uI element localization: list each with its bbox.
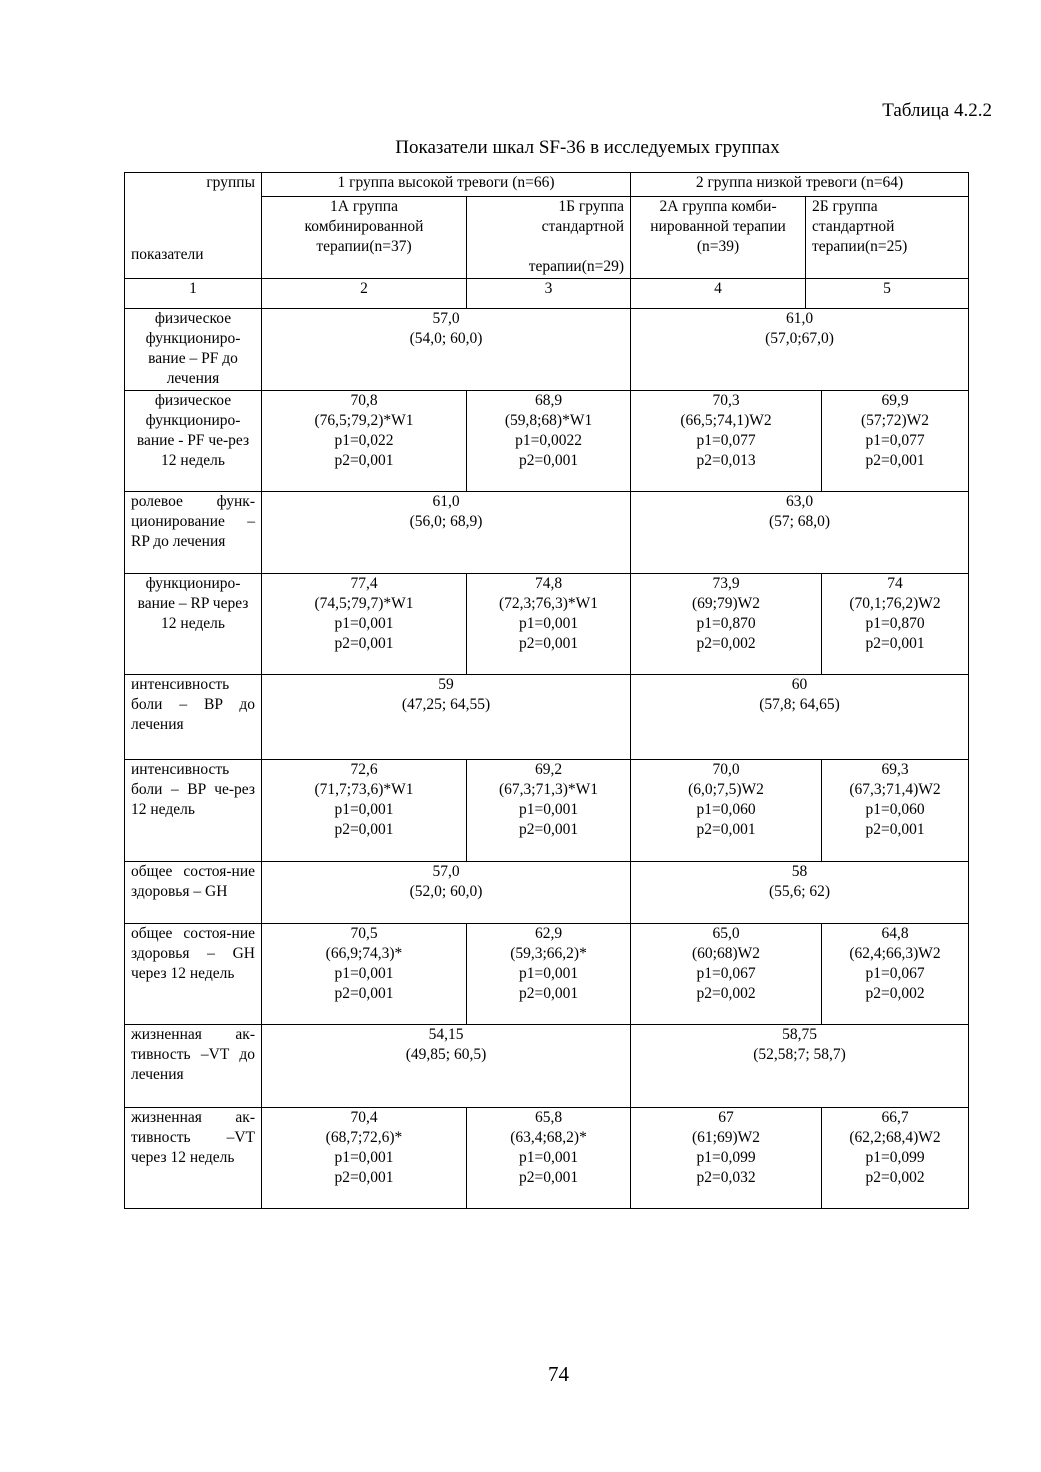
cell-1a: 72,6 (71,7;73,6)*W1 p1=0,001 p2=0,001 xyxy=(262,760,467,862)
header-subgroup-1b: 1Б группа стандартной терапии(n=29) xyxy=(467,197,631,279)
row-label: общее состоя-ние здоровья – GH через 12 недель xyxy=(125,924,262,1025)
cell-1a: 70,5 (66,9;74,3)* p1=0,001 p2=0,001 xyxy=(262,924,467,1025)
header-subgroup-2a: 2А группа комби- нированной терапии (n=39) xyxy=(631,197,806,279)
header-corner-cell xyxy=(125,173,262,279)
cell-2a: 73,9 (69;79)W2 p1=0,870 p2=0,002 xyxy=(631,574,822,675)
table-row xyxy=(125,574,969,675)
header-metrics-label: показатели xyxy=(131,246,204,263)
column-number: 4 xyxy=(631,279,806,309)
group2-value: 58,75 (52,58;7; 58,7) xyxy=(631,1025,969,1108)
cell-1b: 68,9 (59,8;68)*W1 p1=0,0022 p2=0,001 xyxy=(467,391,631,492)
cell-2b: 74 (70,1;76,2)W2 p1=0,870 p2=0,001 xyxy=(822,574,969,675)
group1-value: 57,0 (52,0; 60,0) xyxy=(262,862,631,924)
header-group-1: 1 группа высокой тревоги (n=66) xyxy=(262,173,631,197)
row-label: ролевое функ-ционирование – RP до лечения xyxy=(125,492,262,574)
cell-2a: 67 (61;69)W2 p1=0,099 p2=0,032 xyxy=(631,1108,822,1209)
group1-value: 59 (47,25; 64,55) xyxy=(262,675,631,760)
group1-value: 57,0 (54,0; 60,0) xyxy=(262,309,631,391)
table-caption: Показатели шкал SF-36 в исследуемых группах xyxy=(395,137,780,158)
table-row xyxy=(125,1108,969,1209)
row-label: жизненная ак-тивность –VT до лечения xyxy=(125,1025,262,1108)
cell-1a: 70,8 (76,5;79,2)*W1 p1=0,022 p2=0,001 xyxy=(262,391,467,492)
row-label: интенсивность боли – BP до лечения xyxy=(125,675,262,760)
header-subgroup-1a: 1А группа комбинированной терапии(n=37) xyxy=(262,197,467,279)
sf36-table xyxy=(124,172,969,1209)
row-label: интенсивность боли – BP че-рез 12 недель xyxy=(125,760,262,862)
table-row xyxy=(125,309,969,391)
header-groups-label: группы xyxy=(206,174,255,191)
group2-value: 60 (57,8; 64,65) xyxy=(631,675,969,760)
column-number: 3 xyxy=(467,279,631,309)
cell-2a: 70,0 (6,0;7,5)W2 p1=0,060 p2=0,001 xyxy=(631,760,822,862)
cell-2b: 69,3 (67,3;71,4)W2 p1=0,060 p2=0,001 xyxy=(822,760,969,862)
table-row xyxy=(125,862,969,924)
header-row-groups xyxy=(125,173,969,197)
page-number: 74 xyxy=(548,1362,569,1386)
header-row-numbers xyxy=(125,279,969,309)
table-row xyxy=(125,1025,969,1108)
header-subgroup-2b: 2Б группа стандартной терапии(n=25) xyxy=(806,197,969,279)
table-row xyxy=(125,391,969,492)
group2-value: 63,0 (57; 68,0) xyxy=(631,492,969,574)
cell-1a: 77,4 (74,5;79,7)*W1 p1=0,001 p2=0,001 xyxy=(262,574,467,675)
cell-2a: 65,0 (60;68)W2 p1=0,067 p2=0,002 xyxy=(631,924,822,1025)
cell-2b: 64,8 (62,4;66,3)W2 p1=0,067 p2=0,002 xyxy=(822,924,969,1025)
column-number: 1 xyxy=(125,279,262,309)
cell-1b: 62,9 (59,3;66,2)* p1=0,001 p2=0,001 xyxy=(467,924,631,1025)
table-number: Таблица 4.2.2 xyxy=(882,100,992,121)
table-row xyxy=(125,492,969,574)
row-label: жизненная ак-тивность –VT через 12 недель xyxy=(125,1108,262,1209)
row-label: функциониро-вание – RP через 12 недель xyxy=(125,574,262,675)
cell-1b: 65,8 (63,4;68,2)* p1=0,001 p2=0,001 xyxy=(467,1108,631,1209)
table-row xyxy=(125,675,969,760)
header-group-2: 2 группа низкой тревоги (n=64) xyxy=(631,173,969,197)
column-number: 2 xyxy=(262,279,467,309)
group2-value: 61,0 (57,0;67,0) xyxy=(631,309,969,391)
group1-value: 54,15 (49,85; 60,5) xyxy=(262,1025,631,1108)
cell-1b: 74,8 (72,3;76,3)*W1 p1=0,001 p2=0,001 xyxy=(467,574,631,675)
column-number: 5 xyxy=(806,279,969,309)
group1-value: 61,0 (56,0; 68,9) xyxy=(262,492,631,574)
table-row xyxy=(125,924,969,1025)
row-label: общее состоя-ние здоровья – GH xyxy=(125,862,262,924)
cell-2b: 69,9 (57;72)W2 p1=0,077 p2=0,001 xyxy=(822,391,969,492)
table-row xyxy=(125,760,969,862)
cell-1b: 69,2 (67,3;71,3)*W1 p1=0,001 p2=0,001 xyxy=(467,760,631,862)
cell-2a: 70,3 (66,5;74,1)W2 p1=0,077 p2=0,013 xyxy=(631,391,822,492)
cell-1a: 70,4 (68,7;72,6)* p1=0,001 p2=0,001 xyxy=(262,1108,467,1209)
cell-2b: 66,7 (62,2;68,4)W2 p1=0,099 p2=0,002 xyxy=(822,1108,969,1209)
row-label: физическое функциониро-вание – PF до лечения xyxy=(125,309,262,391)
row-label: физическое функциониро-вание - PF че-рез 12 недель xyxy=(125,391,262,492)
group2-value: 58 (55,6; 62) xyxy=(631,862,969,924)
